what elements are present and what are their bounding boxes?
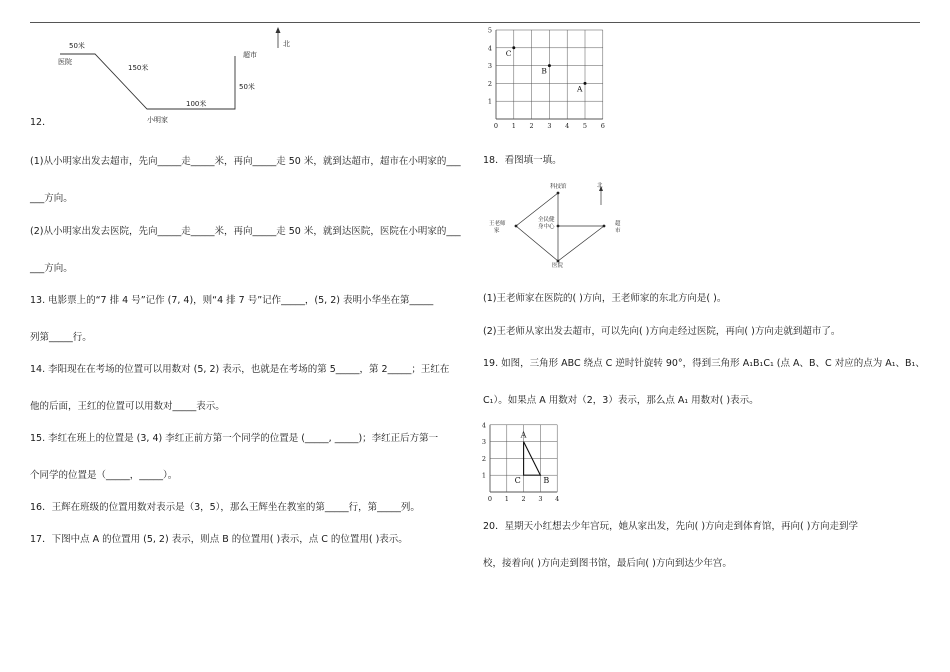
point-c xyxy=(512,46,515,49)
q13-line2: 列第_____行。 xyxy=(30,332,92,343)
q14-line1: 14. 李阳现在在考场的位置可以用数对 (5, 2) 表示，也就是在考场的第 5_____，第 2_____；王红在 xyxy=(30,364,450,375)
north-label-18: 北 xyxy=(597,183,603,189)
y-tick-label: 5 xyxy=(487,26,493,35)
q16-line1: 16．王辉在班级的位置用数对表示是（3，5），那么王辉坐在教室的第_____行，第_____列。 xyxy=(30,502,420,513)
point-label-c: C xyxy=(505,48,512,58)
y-tick-label: 1 xyxy=(481,471,487,480)
q20-line2: 校，接着向( )方向走到图书馆，最后向( )方向到达少年宫。 xyxy=(483,558,732,569)
q18-line2: (2)王老师从家出发去超市，可以先向( )方向走经过医院，再向( )方向走就到超市了。 xyxy=(483,326,841,337)
x-tick-label: 0 xyxy=(493,122,499,130)
q12-part1-line2: ___方向。 xyxy=(30,193,73,204)
segment-label-4: 50米 xyxy=(239,83,255,91)
x-tick-label: 3 xyxy=(538,495,543,503)
fitness-center-label-1: 全民健 xyxy=(538,217,555,223)
point-b xyxy=(548,64,551,67)
vertex-label-a: A xyxy=(520,430,527,440)
y-tick-label: 2 xyxy=(481,454,487,463)
coordinate-grid-17 xyxy=(480,28,620,138)
q13-line1: 13. 电影票上的“7 排 4 号”记作 (7, 4)，则“4 排 7 号”记作_____，(5, 2) 表明小华坐在第_____ xyxy=(30,295,434,306)
y-tick-label: 1 xyxy=(487,97,493,106)
x-tick-label: 4 xyxy=(565,122,570,130)
q14-line2: 他的后面，王红的位置可以用数对_____表示。 xyxy=(30,401,225,412)
teacher-home-label-1: 王老师 xyxy=(489,221,506,227)
teacher-home-label-2: 家 xyxy=(494,228,500,234)
q12-number: 12． xyxy=(30,117,52,128)
north-label: 北 xyxy=(283,40,290,48)
q12-part2-line1: (2)从小明家出发去医院，先向_____走_____米，再向_____走 50 米，就到达医院，医院在小明家的___ xyxy=(30,226,461,237)
q19-line1: 19. 如图，三角形 ABC 绕点 C 逆时针旋转 90°，得到三角形 A₁B₁C₁ (点 A、B、C 对应的点为 A₁、B₁、 xyxy=(483,358,925,369)
fitness-center-label-2: 身中心 xyxy=(538,224,555,230)
supermarket-label-1: 超 xyxy=(615,221,621,227)
q20-line1: 20．星期天小红想去少年宫玩，她从家出发，先向( )方向走到体育馆，再向( )方向走到学 xyxy=(483,521,858,532)
point-label-b: B xyxy=(541,66,547,76)
y-tick-label: 4 xyxy=(487,44,493,53)
y-tick-label: 2 xyxy=(487,79,493,88)
x-tick-label: 2 xyxy=(521,495,526,503)
q18-title: 18．看图填一填。 xyxy=(483,155,562,166)
coordinate-grid-19 xyxy=(478,420,578,505)
y-tick-label: 4 xyxy=(481,421,487,430)
hospital-label: 医院 xyxy=(58,58,72,66)
q15-line1: 15. 李红在班上的位置是 (3, 4) 李红正前方第一个同学的位置是 (_____, _____)；李红正后方第一 xyxy=(30,433,439,444)
segment-label-2: 150米 xyxy=(128,64,149,72)
y-tick-label: 3 xyxy=(487,62,493,71)
vertex-label-b: B xyxy=(543,476,550,486)
x-tick-label: 5 xyxy=(582,122,588,130)
point-label-a: A xyxy=(577,84,583,94)
x-tick-label: 6 xyxy=(600,122,605,130)
segment-label-3: 100米 xyxy=(186,100,207,108)
hospital-label-18: 医院 xyxy=(552,263,564,269)
segment-label-1: 50米 xyxy=(69,42,85,50)
x-tick-label: 1 xyxy=(504,495,509,503)
q17-line1: 17．下图中点 A 的位置用 (5, 2) 表示，则点 B 的位置用( )表示，点 C 的位置用( )表示。 xyxy=(30,534,408,545)
x-tick-label: 1 xyxy=(511,122,516,130)
x-tick-label: 3 xyxy=(547,122,552,130)
vertex-label-c: C xyxy=(514,476,521,486)
q12-part2-line2: ___方向。 xyxy=(30,263,73,274)
q12-part1-line1: (1)从小明家出发去超市，先向_____走_____米，再向_____走 50 米，就到达超市，超市在小明家的___ xyxy=(30,156,461,167)
supermarket-label: 超市 xyxy=(243,51,257,59)
x-tick-label: 4 xyxy=(555,495,560,503)
q15-line2: 个同学的位置是（_____，_____）。 xyxy=(30,470,178,481)
tech-museum-label: 科技馆 xyxy=(550,184,567,190)
x-tick-label: 2 xyxy=(529,122,534,130)
x-tick-label: 0 xyxy=(487,495,493,503)
home-label: 小明家 xyxy=(147,116,168,124)
supermarket-label-2: 市 xyxy=(615,228,621,234)
q19-line2: C₁）。如果点 A 用数对（2，3）表示，那么点 A₁ 用数对( )表示。 xyxy=(483,395,759,406)
y-tick-label: 3 xyxy=(481,438,487,447)
q18-line1: (1)王老师家在医院的( )方向，王老师家的东北方向是( )。 xyxy=(483,293,727,304)
point-a xyxy=(584,82,587,85)
